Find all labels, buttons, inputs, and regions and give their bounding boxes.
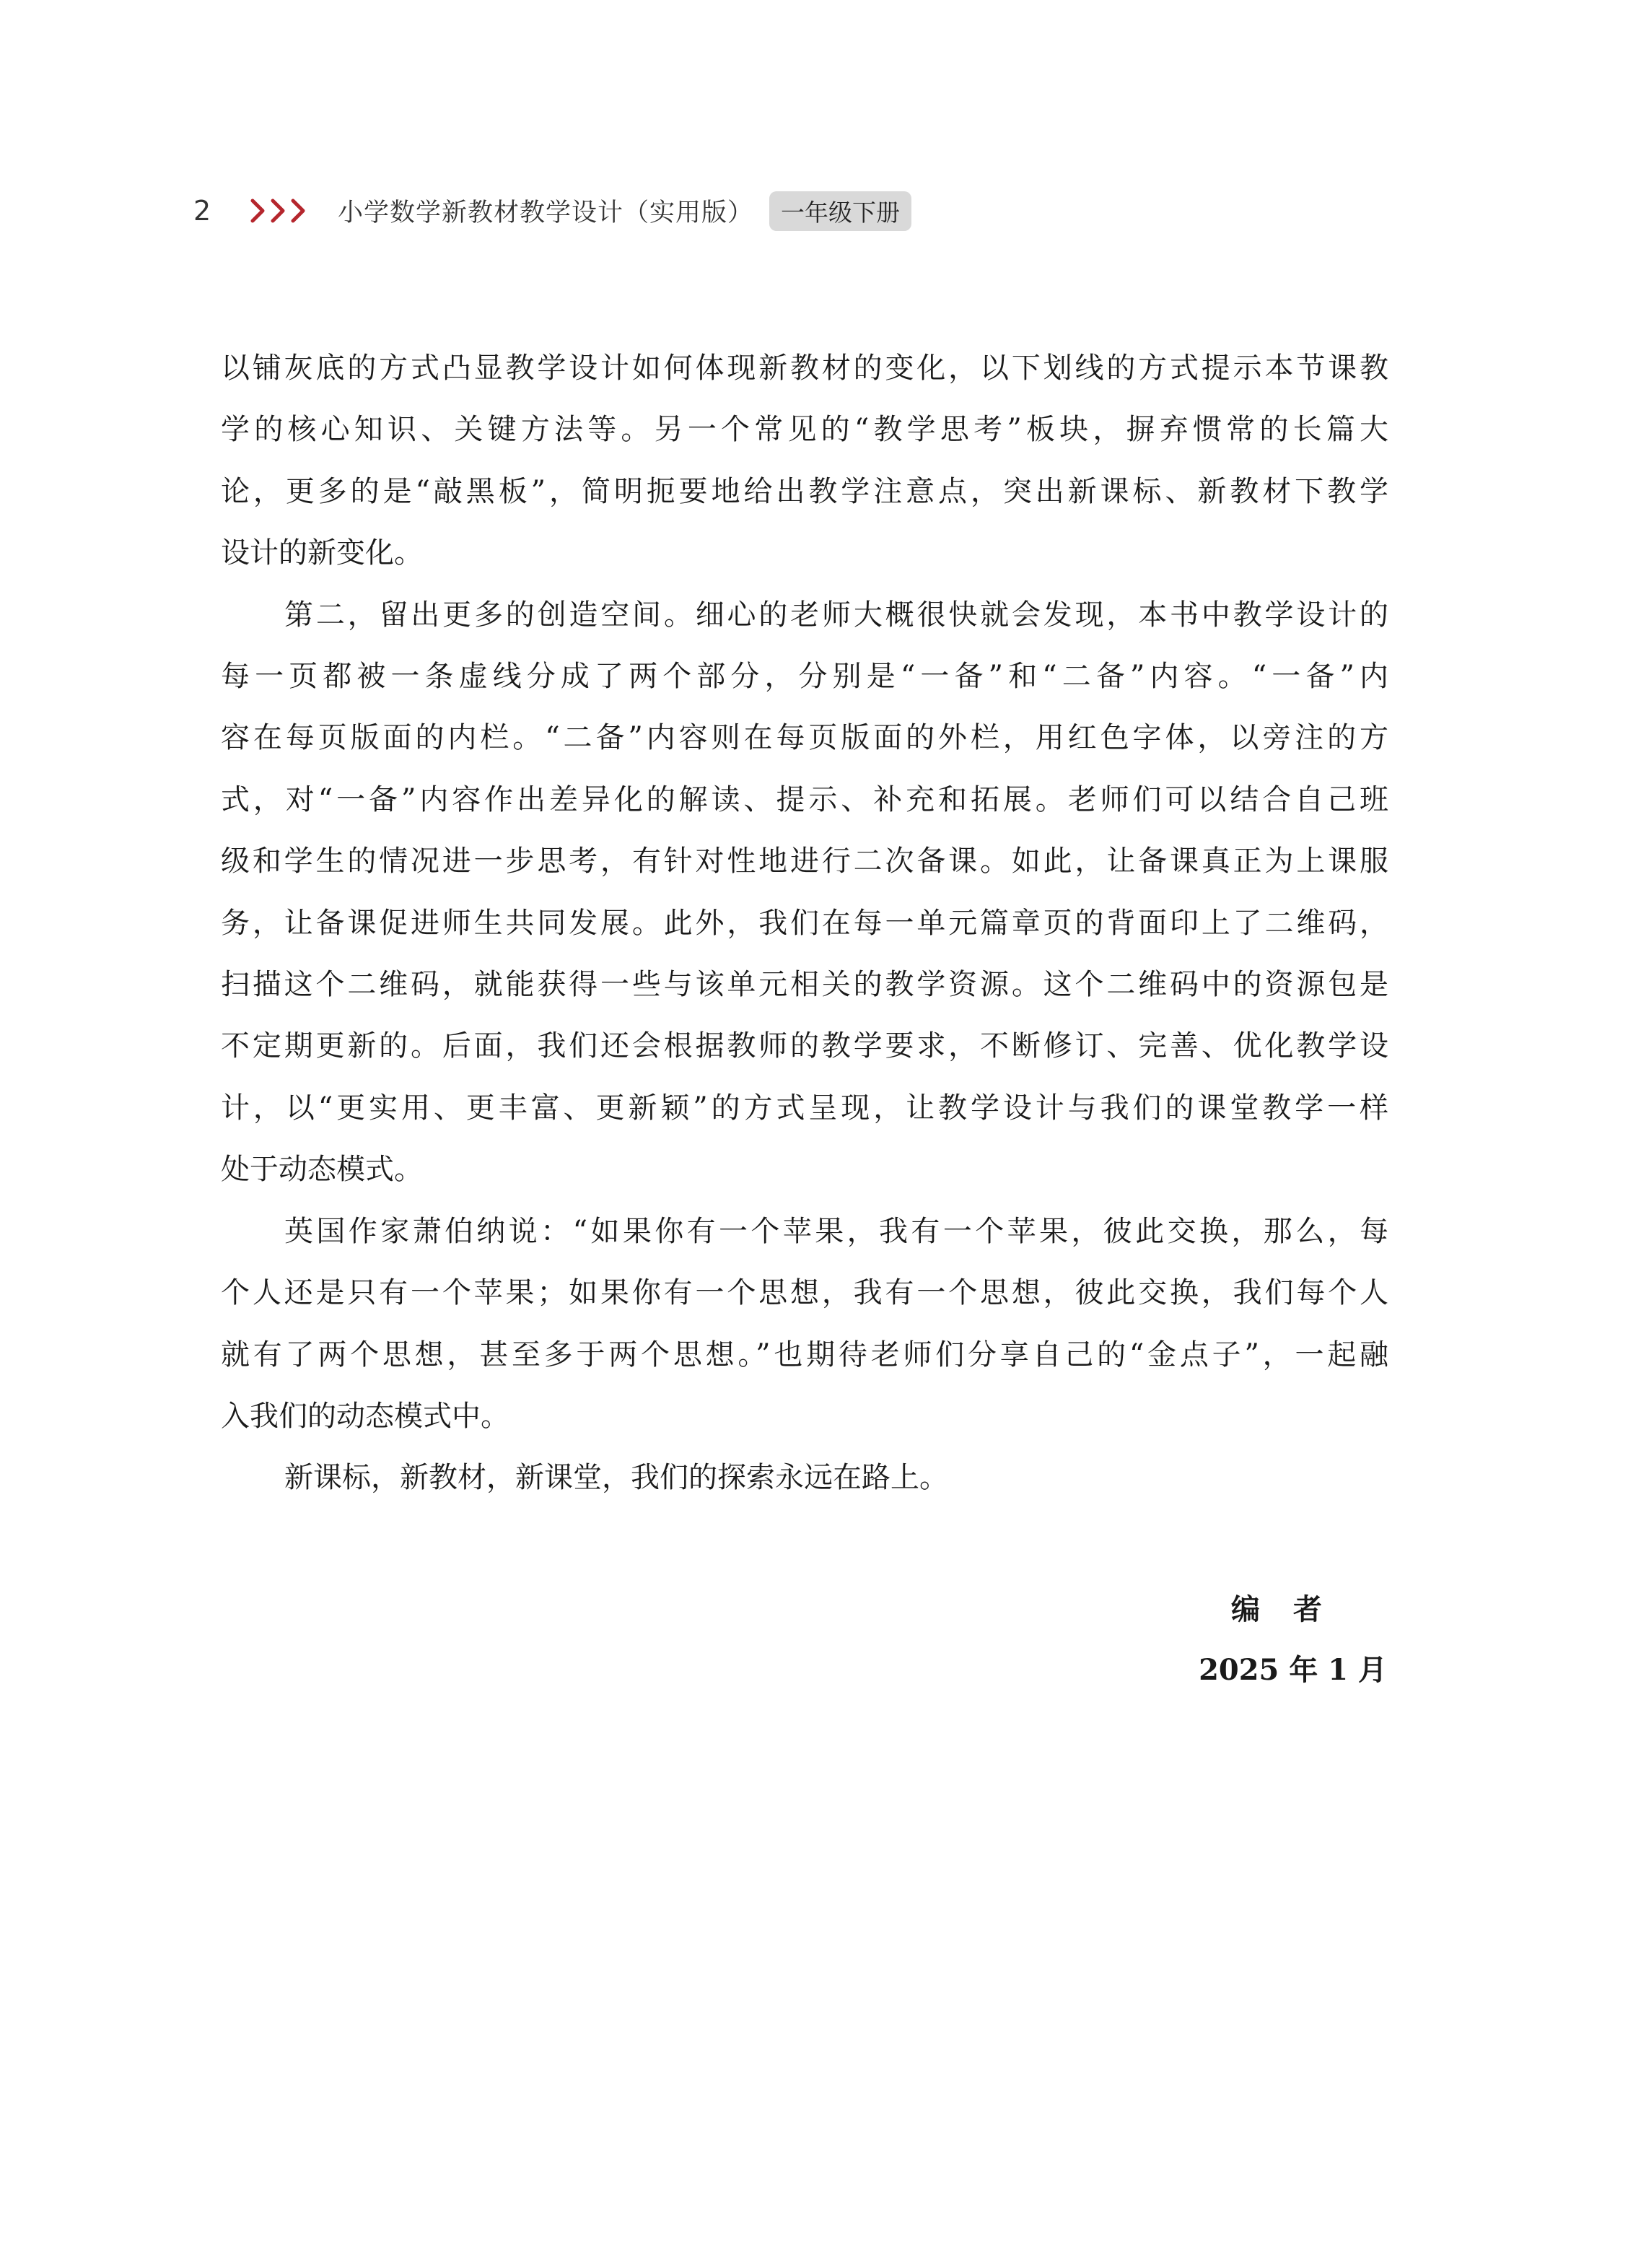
text-line: 级和学生的情况进一步思考，有针对性地进行二次备课。如此，让备课真正为上课服: [221, 845, 1388, 878]
signature-date: 2025 年 1 月: [1199, 1653, 1387, 1687]
text-line: 新课标，新教材，新课堂，我们的探索永远在路上。: [284, 1461, 948, 1495]
text-line: 计，以“更实用、更丰富、更新颖”的方式呈现，让教学设计与我们的课堂教学一样: [221, 1091, 1388, 1125]
running-header: [193, 189, 911, 232]
book-title: 小学数学新教材教学设计（实用版）: [338, 199, 754, 227]
text-line: 扫描这个二维码，就能获得一些与该单元相关的教学资源。这个二维码中的资源包是: [221, 968, 1388, 1002]
text-line: 不定期更新的。后面，我们还会根据教师的教学要求，不断修订、完善、优化教学设: [221, 1029, 1388, 1063]
text-line: 式，对“一备”内容作出差异化的解读、提示、补充和拓展。老师们可以结合自己班: [221, 782, 1388, 816]
paragraph: [221, 338, 1388, 585]
text-line: 以铺灰底的方式凸显教学设计如何体现新教材的变化，以下划线的方式提示本节课教: [221, 352, 1388, 385]
text-line: 英国作家萧伯纳说：“如果你有一个苹果，我有一个苹果，彼此交换，那么，每: [284, 1214, 1388, 1248]
text-line: 处于动态模式。: [221, 1153, 423, 1187]
text-line: 设计的新变化。: [221, 536, 423, 570]
text-line: 学的核心知识、关键方法等。另一个常见的“教学思考”板块，摒弃惯常的长篇大: [221, 413, 1388, 447]
text-line: 就有了两个思想，甚至多于两个思想。”也期待老师们分享自己的“金点子”，一起融: [221, 1338, 1388, 1371]
grade-badge: 一年级下册: [769, 191, 911, 231]
text-line: 容在每页版面的内栏。“二备”内容则在每页版面的外栏，用红色字体，以旁注的方: [221, 721, 1388, 755]
page-number: 2: [193, 195, 211, 227]
text-line: 论，更多的是“敲黑板”，简明扼要地给出教学注意点，突出新课标、新教材下教学: [221, 474, 1388, 508]
triple-chevron-right-icon: [250, 196, 312, 225]
paragraph: [221, 1447, 1388, 1509]
author-signature: 编者: [1231, 1592, 1355, 1626]
text-line: 个人还是只有一个苹果；如果你有一个思想，我有一个思想，彼此交换，我们每个人: [221, 1276, 1388, 1310]
text-line: 入我们的动态模式中。: [221, 1399, 509, 1433]
text-line: 务，让备课促进师生共同发展。此外，我们在每一单元篇章页的背面印上了二维码，: [221, 906, 1388, 940]
text-line: 每一页都被一条虚线分成了两个部分，分别是“一备”和“二备”内容。“一备”内: [221, 660, 1388, 694]
preface-body: [221, 338, 1388, 1509]
text-line: 第二，留出更多的创造空间。细心的老师大概很快就会发现，本书中教学设计的: [284, 598, 1388, 632]
paragraph: [221, 1201, 1388, 1448]
paragraph: [221, 585, 1388, 1201]
